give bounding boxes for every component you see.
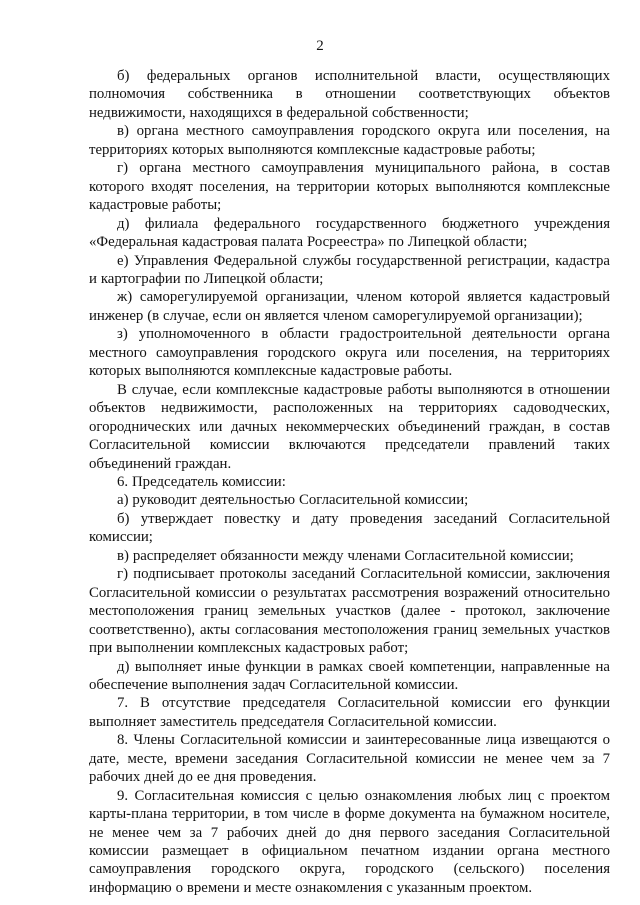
paragraph-6-d: д) выполняет иные функции в рамках своей компетенции, направленные на обеспечение выполнения задач Согласительной комиссии. [89, 658, 610, 693]
paragraph-item-v-local-government: в) органа местного самоуправления городского округа или поселения, на территориях которых выполняются комплексные кадастровые работы; [89, 123, 610, 158]
paragraph-6-b: б) утверждает повестку и дату проведения заседаний Согласительной комиссии; [89, 510, 610, 546]
paragraph-garden-associations: В случае, если комплексные кадастровые работы выполняются в отношении объектов недвижимости, расположенных на территориях садоводческих, огороднических или дачных некоммерческих объединений граждан, в состав Согласительной комиссии включаются председатели правлений таких объединений граждан. [89, 381, 610, 472]
paragraph-section-6-heading: 6. Председатель комиссии: [117, 473, 286, 490]
document-body [89, 67, 610, 897]
paragraph-section-8: 8. Члены Согласительной комиссии и заинтересованные лица извещаются о дате, месте, времени заседания Согласительной комиссии не менее чем за 7 рабочих дней до ее дня проведения. [89, 732, 610, 786]
paragraph-item-z-urban-planning: з) уполномоченного в области градостроительной деятельности органа местного самоуправления городского округа или поселения, на территориях которых выполняются комплексные кадастровые работы. [89, 326, 610, 380]
paragraph-6-g: г) подписывает протоколы заседаний Согласительной комиссии, заключения Согласительной комиссии о результатах рассмотрения возражений относительно местоположения границ земельных участков (далее - протокол, заключение соответственно), акты согласования местоположения границ земельных участков при выполнении комплексных кадастровых работ; [89, 566, 610, 657]
paragraph-item-e-rosreestr-office: е) Управления Федеральной службы государственной регистрации, кадастра и картографии по Липецкой области; [89, 252, 610, 287]
paragraph-item-g-municipal-district: г) органа местного самоуправления муниципального района, в состав которого входят поселения, на территории которых выполняются комплексные кадастровые работы; [89, 160, 610, 214]
page-number: 2 [316, 38, 324, 54]
paragraph-section-9: 9. Согласительная комиссия с целью ознакомления любых лиц с проектом карты-плана территории, в том числе в форме документа на бумажном носителе, не менее чем за 7 рабочих дней до дня первого заседания Согласительной комиссии размещает в официальном печатном издании органа местного самоуправления городского округа, городского (сельского) поселения информацию о времени и месте ознакомления с указанным проектом. [89, 787, 610, 896]
paragraph-item-d-cadastral-chamber: д) филиала федерального государственного бюджетного учреждения «Федеральная кадастровая палата Росреестра» по Липецкой области; [89, 215, 610, 251]
paragraph-item-zh-sro: ж) саморегулируемой организации, членом которой является кадастровый инженер (в случае, если он является членом саморегулируемой организации); [89, 289, 610, 324]
paragraph-6-a: а) руководит деятельностью Согласительной комиссии; [117, 492, 469, 509]
paragraph-section-7: 7. В отсутствие председателя Согласительной комиссии его функции выполняет заместитель председателя Согласительной комиссии. [89, 695, 610, 730]
paragraph-6-v: в) распределяет обязанности между членами Согласительной комиссии; [117, 547, 574, 564]
paragraph-item-b-federal-bodies: б) федеральных органов исполнительной власти, осуществляющих полномочия собственника в отношении соответствующих объектов недвижимости, находящихся в федеральной собственности; [89, 68, 610, 121]
